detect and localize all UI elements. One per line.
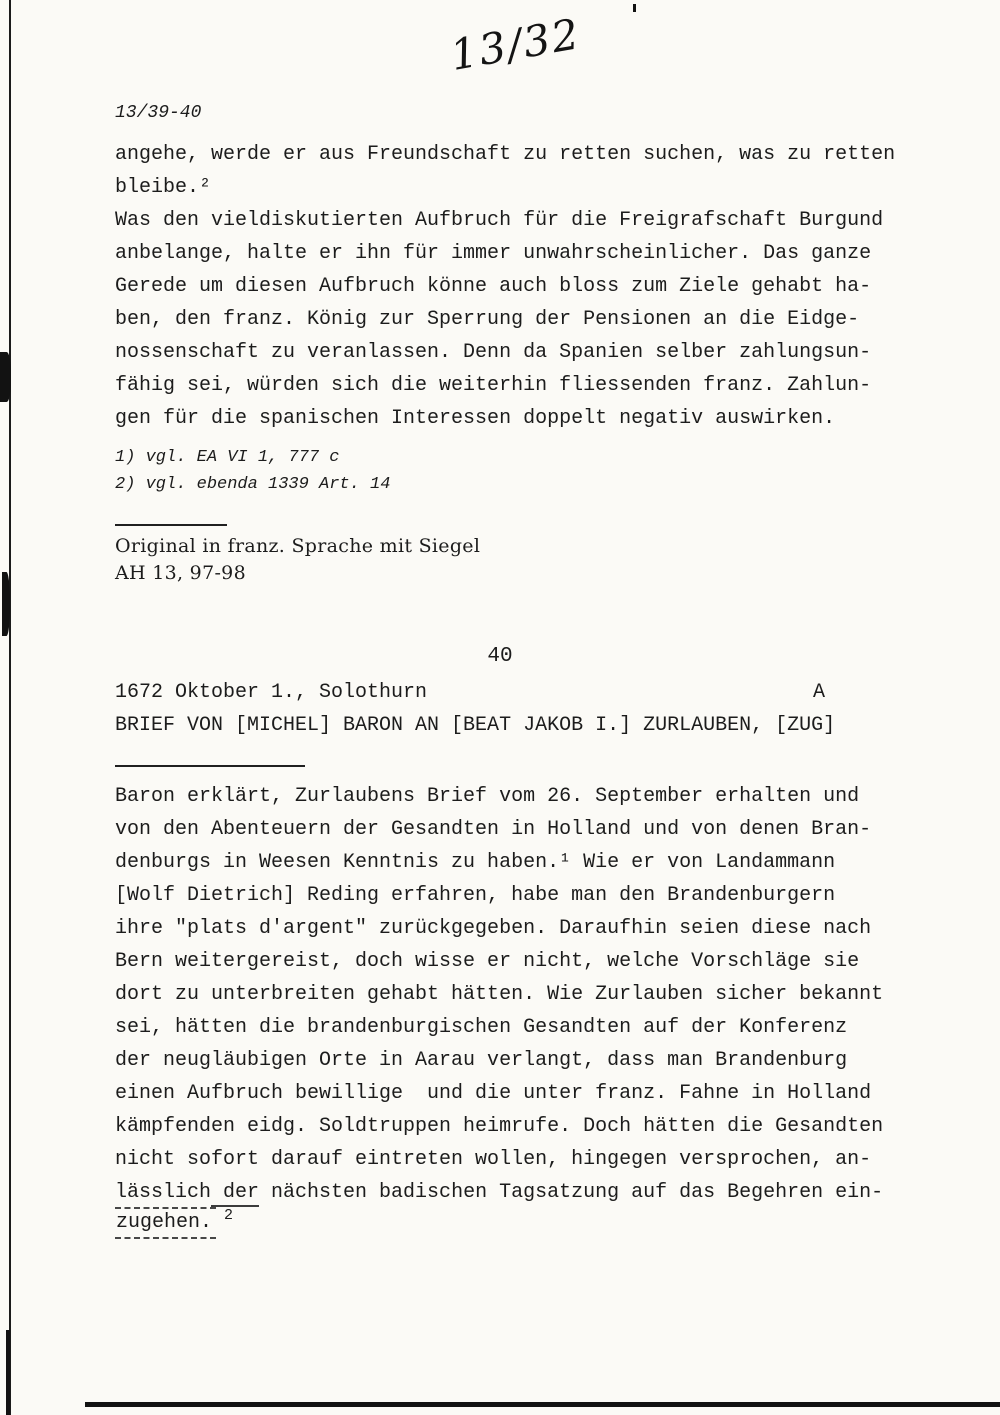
- source-note: [115, 533, 480, 587]
- page-reference: 13/39-40: [115, 103, 202, 123]
- handwritten-folio-mark: 13/32: [446, 8, 585, 81]
- paragraph-burgund: [115, 204, 883, 435]
- text-line: gen für die spanischen Interessen doppelt negativ auswirken.: [115, 407, 836, 430]
- text-line: denburgs in Weesen Kenntnis zu haben.¹ Wie er von Landammann: [115, 851, 836, 874]
- text-line: dort zu unterbreiten gehabt hätten. Wie Zurlauben sicher bekannt: [115, 983, 884, 1006]
- text-line: sei, hätten die brandenburgischen Gesandten auf der Konferenz: [115, 1016, 848, 1039]
- scan-artifact-blob: [2, 572, 10, 636]
- scan-edge-line: [9, 0, 11, 1415]
- scan-bottom-line: [85, 1402, 1000, 1407]
- text-line: der neugläubigen Orte in Aarau verlangt, dass man Brandenburg: [115, 1049, 848, 1072]
- body-line-14: [115, 1206, 233, 1240]
- line14-pencil-marked-word: zugehen.: [115, 1207, 216, 1239]
- source-line: Original in franz. Sprache mit Siegel: [115, 535, 481, 557]
- scan-artifact-dot: [633, 4, 636, 12]
- separator-rule: [115, 524, 227, 526]
- text-line: Was den vieldiskutierten Aufbruch für die Freigrafschaft Burgund: [115, 209, 884, 232]
- text-line: ben, den franz. König zur Sperrung der Pensionen an die Eidge-: [115, 308, 860, 331]
- text-line: von den Abenteuern der Gesandten in Holland und von denen Bran-: [115, 818, 872, 841]
- line13-pre: lässlich: [115, 1181, 212, 1204]
- scan-artifact-blob: [6, 1330, 10, 1415]
- text-line: Baron erklärt, Zurlaubens Brief vom 26. September erhalten und: [115, 785, 860, 808]
- text-line: anbelange, halte er ihn für immer unwahrscheinlicher. Das ganze: [115, 242, 872, 265]
- text-line: nossenschaft zu veranlassen. Denn da Spanien selber zahlungsun-: [115, 341, 872, 364]
- text-line: nicht sofort darauf eintreten wollen, hingegen versprochen, an-: [115, 1148, 872, 1171]
- entry-title: BRIEF VON [MICHEL] BARON AN [BEAT JAKOB I.] ZURLAUBEN, [ZUG]: [115, 714, 836, 737]
- text-line: Bern weitergereist, doch wisse er nicht, welche Vorschläge sie: [115, 950, 860, 973]
- text-line: bleibe.²: [115, 176, 212, 199]
- text-line: 1) vgl. EA VI 1, 777 c: [115, 448, 340, 467]
- text-line: kämpfenden eidg. Soldtruppen heimrufe. Doch hätten die Gesandten: [115, 1115, 884, 1138]
- text-line: 2) vgl. ebenda 1339 Art. 14: [115, 475, 391, 494]
- title-rule: [115, 765, 305, 767]
- marginal-letter: A: [813, 681, 826, 704]
- entry-number: 40: [487, 645, 513, 668]
- paragraph-continuation: [115, 138, 895, 204]
- entry-body: [115, 780, 883, 1176]
- text-line: fähig sei, würden sich die weiterhin fliessenden franz. Zahlun-: [115, 374, 872, 397]
- text-line: Gerede um diesen Aufbruch könne auch bloss zum Ziele gehabt ha-: [115, 275, 872, 298]
- text-line: einen Aufbruch bewillige und die unter franz. Fahne in Holland: [115, 1082, 872, 1105]
- text-line: angehe, werde er aus Freundschaft zu retten suchen, was zu retten: [115, 143, 896, 166]
- line13-post: nächsten badischen Tagsatzung auf das Begehren ein-: [259, 1181, 884, 1204]
- text-line: ihre "plats d'argent" zurückgegeben. Daraufhin seien diese nach: [115, 917, 872, 940]
- date-place-line: 1672 Oktober 1., Solothurn: [115, 681, 428, 704]
- footnotes: [115, 444, 390, 498]
- line13-underlined-word: der: [211, 1181, 259, 1207]
- body-line-13: [115, 1176, 883, 1209]
- footnote-reference-2: 2: [224, 1207, 234, 1224]
- archive-reference: AH 13, 97-98: [115, 562, 246, 584]
- text-line: [Wolf Dietrich] Reding erfahren, habe man den Brandenburgern: [115, 884, 836, 907]
- scan-artifact-blob: [0, 352, 11, 402]
